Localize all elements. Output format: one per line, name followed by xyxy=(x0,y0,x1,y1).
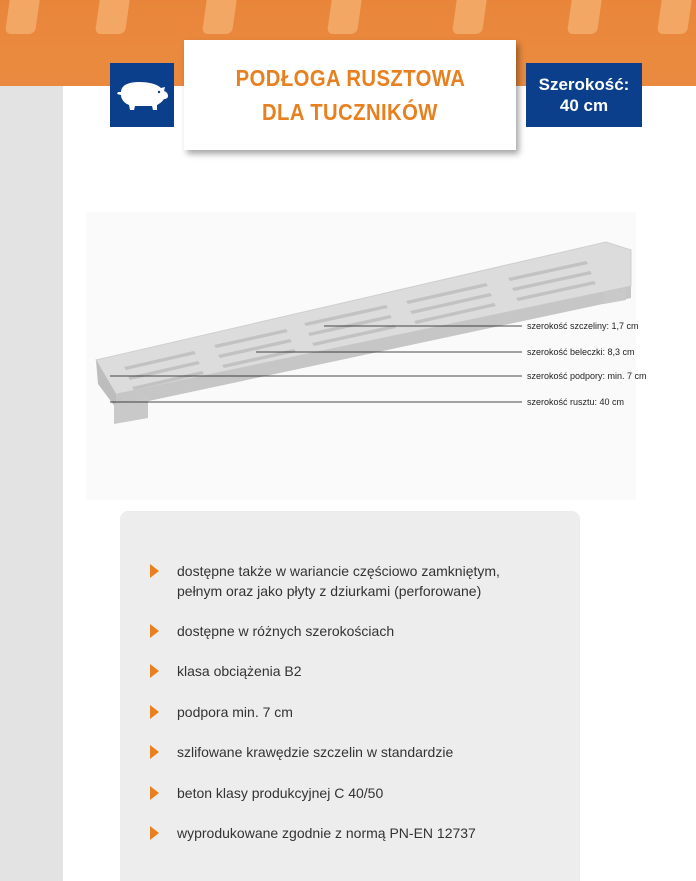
title-box xyxy=(184,40,516,150)
feature-text: szlifowane krawędzie szczelin w standardzie xyxy=(177,744,454,760)
width-value: 40 cm xyxy=(559,96,609,115)
feature-item xyxy=(150,783,557,803)
callout-grate-width: szerokość rusztu: 40 cm xyxy=(527,397,625,407)
arrow-bullet-icon xyxy=(150,624,159,638)
feature-item xyxy=(150,702,557,722)
callout-slot-width: szerokość szczeliny: 1,7 cm xyxy=(527,321,639,331)
arrow-bullet-icon xyxy=(150,745,159,759)
feature-text: klasa obciążenia B2 xyxy=(177,663,302,679)
feature-text: dostępne w różnych szerokościach xyxy=(177,623,395,639)
feature-text: dostępne także w wariancie częściowo zamkniętym, pełnym oraz jako płyty z dziurkami (perforowane) xyxy=(177,563,500,599)
page-title-line-1: PODŁOGA RUSZTOWA xyxy=(235,65,465,91)
callout-beam-width: szerokość beleczki: 8,3 cm xyxy=(527,347,635,357)
arrow-bullet-icon xyxy=(150,664,159,678)
page-title-line-2: DLA TUCZNIKÓW xyxy=(262,99,438,125)
pig-icon-box xyxy=(110,63,174,127)
feature-text: wyprodukowane zgodnie z normą PN-EN 12737 xyxy=(177,825,476,841)
width-label: Szerokość: xyxy=(538,75,630,94)
pig-icon xyxy=(115,78,169,112)
feature-item xyxy=(150,823,557,843)
arrow-bullet-icon xyxy=(150,786,159,800)
arrow-bullet-icon xyxy=(150,705,159,719)
feature-item xyxy=(150,621,557,641)
feature-text: podpora min. 7 cm xyxy=(177,704,293,720)
side-strip xyxy=(0,86,63,881)
feature-item xyxy=(150,742,557,762)
arrow-bullet-icon xyxy=(150,826,159,840)
feature-item xyxy=(150,561,527,601)
feature-item xyxy=(150,661,557,681)
arrow-bullet-icon xyxy=(150,564,159,578)
callout-support-width: szerokość podpory: min. 7 cm xyxy=(527,371,647,381)
width-badge xyxy=(526,63,642,127)
feature-text: beton klasy produkcyjnej C 40/50 xyxy=(177,785,384,801)
